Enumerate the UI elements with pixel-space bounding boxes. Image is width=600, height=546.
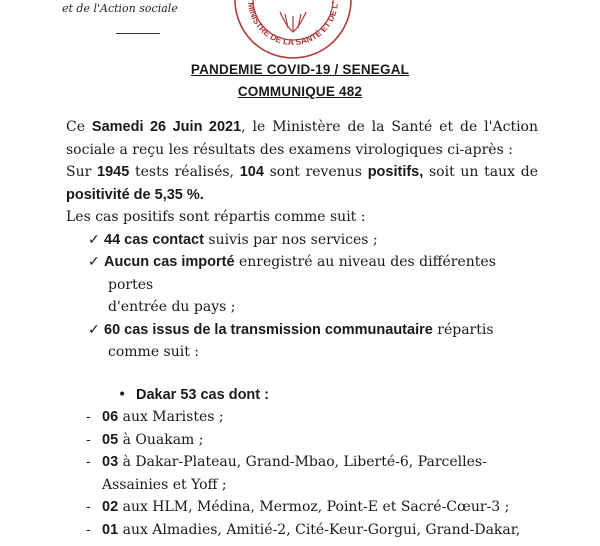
locality-text: aux Maristes ; <box>118 409 224 425</box>
intro-paragraph <box>66 116 538 161</box>
dash-icon: - <box>86 499 91 515</box>
check-bold: 44 cas contact <box>104 231 204 248</box>
check-item-imported <box>66 251 538 319</box>
locality-text: aux Almadies, Amitié-2, Cité-Keur-Gorgui, Grand-Dakar, <box>118 521 521 538</box>
positivity-rate: positivité de 5,35 %. <box>66 186 204 203</box>
locality-continuation: Assainies et Yoff ; <box>102 476 227 493</box>
locality-text: à Dakar-Plateau, Grand-Mbao, Liberté-6, Parcelles- <box>118 454 487 470</box>
communique-title: PANDEMIE COVID-19 / SENEGAL <box>190 62 410 77</box>
case-count: 06 <box>102 409 119 425</box>
check-icon: ✓ <box>88 231 100 248</box>
check-item-contact <box>66 229 538 252</box>
header-underline <box>116 33 160 34</box>
locality-text: aux HLM, Médina, Mermoz, Point-E et Sacré-Cœur-3 ; <box>118 499 510 515</box>
svg-text:MINISTRE DE LA SANTÉ ET DE L'A <box>228 0 340 47</box>
ministry-header-line: et de l'Action sociale <box>62 2 178 15</box>
tests-text: sont revenus <box>263 164 368 180</box>
tests-count: 1945 <box>97 164 130 180</box>
communique-date: Samedi 26 Juin 2021 <box>91 119 242 135</box>
check-text: suivis par nos services ; <box>203 231 378 248</box>
check-icon: ✓ <box>88 254 100 270</box>
breakdown-intro: Les cas positifs sont répartis comme suit : <box>66 209 366 225</box>
check-bold: 60 cas issus de la transmission communautaire <box>104 321 433 338</box>
list-item <box>86 451 538 496</box>
check-text: répartis <box>432 321 494 338</box>
dash-icon: - <box>86 521 91 538</box>
intro-text: Ce <box>66 119 92 135</box>
bullet-icon: • <box>118 386 127 403</box>
tests-paragraph <box>66 161 538 206</box>
communique-body <box>66 116 538 541</box>
communique-number: COMMUNIQUE 482 <box>237 84 363 99</box>
dash-icon: - <box>86 431 91 448</box>
dakar-label: Dakar 53 cas dont : <box>136 386 269 403</box>
dash-icon: - <box>86 454 91 470</box>
dakar-heading <box>118 384 538 407</box>
list-item <box>86 429 538 452</box>
case-count: 03 <box>102 454 119 470</box>
seal-ring-text: MINISTRE DE LA SANTÉ ET DE L' <box>245 1 340 48</box>
case-count: 05 <box>102 431 119 448</box>
positifs-label: positifs, <box>367 164 424 180</box>
list-item <box>86 496 538 519</box>
check-icon: ✓ <box>88 321 100 338</box>
dash-icon: - <box>86 409 91 425</box>
positive-count: 104 <box>239 164 264 180</box>
check-text: enregistré au niveau des différentes portes <box>108 254 496 293</box>
tests-text: tests réalisés, <box>129 164 240 180</box>
locality-text: à Ouakam ; <box>118 431 204 448</box>
list-item <box>86 406 538 429</box>
tests-text: soit un taux de <box>423 164 539 180</box>
check-continuation: d'entrée du pays ; <box>108 299 236 315</box>
ministry-seal <box>228 0 358 60</box>
list-item <box>86 519 538 542</box>
case-count: 02 <box>102 499 119 515</box>
case-count: 01 <box>102 521 119 538</box>
check-continuation: comme suit : <box>108 344 200 360</box>
tests-text: Sur <box>66 164 98 180</box>
intro-text: , le Ministère de la Santé et de l'Action sociale a reçu les résultats des examens virologiques ci-après : <box>66 119 538 158</box>
check-bold: Aucun cas importé <box>104 254 235 270</box>
check-item-community <box>66 319 538 364</box>
seal-emblem <box>280 12 306 32</box>
